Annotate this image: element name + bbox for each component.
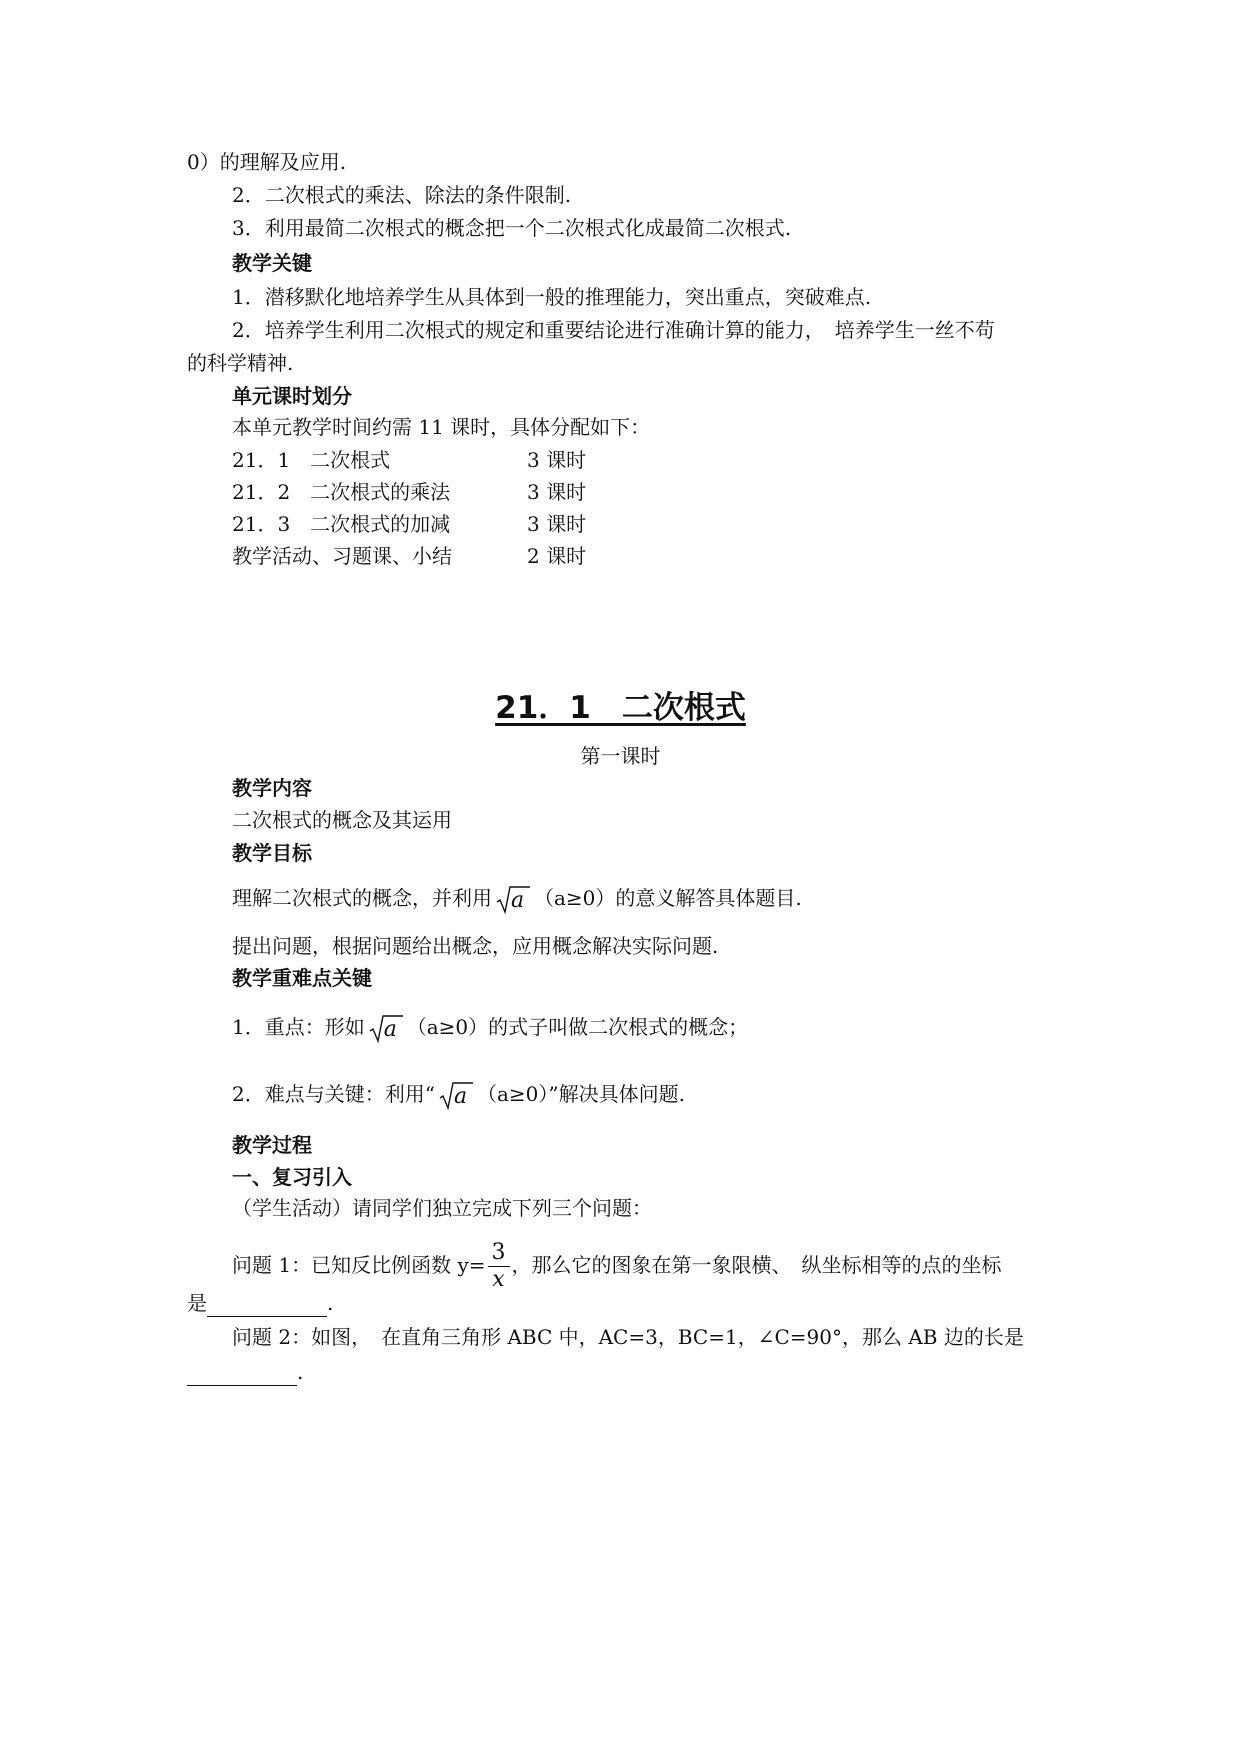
section-heading: 教学内容 [232, 776, 312, 800]
lesson-title: 21．1 二次根式 [495, 690, 746, 726]
schedule-name: 21．3 二次根式的加减 [232, 512, 451, 536]
fraction-3-over-x: $\frac{3}{x}$ [488, 1240, 510, 1293]
text-line: 的科学精神. [187, 351, 294, 375]
schedule-hours: 2 课时 [527, 544, 587, 568]
answer-blank [187, 1363, 297, 1386]
schedule-name: 21．1 二次根式 [232, 448, 391, 472]
schedule-hours: 3 课时 [527, 448, 587, 472]
section-heading: 单元课时划分 [232, 384, 352, 408]
section-heading: 教学目标 [232, 841, 312, 865]
schedule-name: 教学活动、习题课、小结 [232, 544, 452, 568]
schedule-name: 21．2 二次根式的乘法 [232, 480, 451, 504]
text-line: 0）的理解及应用. [187, 150, 347, 174]
text-line: 3．利用最简二次根式的概念把一个二次根式化成最简二次根式. [232, 216, 792, 240]
text-line: 提出问题，根据问题给出概念，应用概念解决实际问题. [232, 934, 719, 958]
text-line: （学生活动）请同学们独立完成下列三个问题： [232, 1196, 652, 1220]
section-heading: 教学关键 [232, 251, 312, 275]
sqrt-a-formula: a [369, 1014, 403, 1044]
sqrt-a-formula: a [496, 885, 530, 915]
schedule-hours: 3 课时 [527, 512, 587, 536]
question-1: 问题 1：已知反比例函数 y= $\frac{3}{x}$ ，那么它的图象在第一象限横、 纵坐标相等的点的坐标 [232, 1240, 1002, 1292]
question-2: 问题 2：如图， 在直角三角形 ABC 中，AC=3，BC=1，∠C=90°，那么 AB 边的长是 [232, 1325, 1024, 1349]
text-line: 2．二次根式的乘法、除法的条件限制. [232, 183, 572, 207]
text-line: 二次根式的概念及其运用 [232, 808, 452, 832]
section-heading: 教学过程 [232, 1133, 312, 1157]
focus-line: 1．重点：形如 a （a≥0）的式子叫做二次根式的概念； [232, 1015, 749, 1042]
section-heading: 一、复习引入 [232, 1165, 352, 1189]
question-1-answer-line: 是 . [187, 1291, 334, 1315]
text-line: 1．潜移默化地培养学生从具体到一般的推理能力，突出重点，突破难点. [232, 285, 872, 309]
focus-line: 2．难点与关键：利用“ a （a≥0）”解决具体问题. [232, 1082, 685, 1109]
lesson-subtitle: 第一课时 [580, 744, 661, 768]
answer-blank [207, 1294, 327, 1317]
goal-line: 理解二次根式的概念，并利用 a （a≥0）的意义解答具体题目. [232, 886, 802, 913]
sqrt-a-formula: a [439, 1081, 473, 1111]
section-heading: 教学重难点关键 [232, 966, 372, 990]
text-line: 本单元教学时间约需 11 课时，具体分配如下： [232, 415, 651, 439]
text-line: 2．培养学生利用二次根式的规定和重要结论进行准确计算的能力， 培养学生一丝不苟 [232, 318, 995, 342]
schedule-hours: 3 课时 [527, 480, 587, 504]
question-2-answer-line: . [187, 1358, 303, 1386]
